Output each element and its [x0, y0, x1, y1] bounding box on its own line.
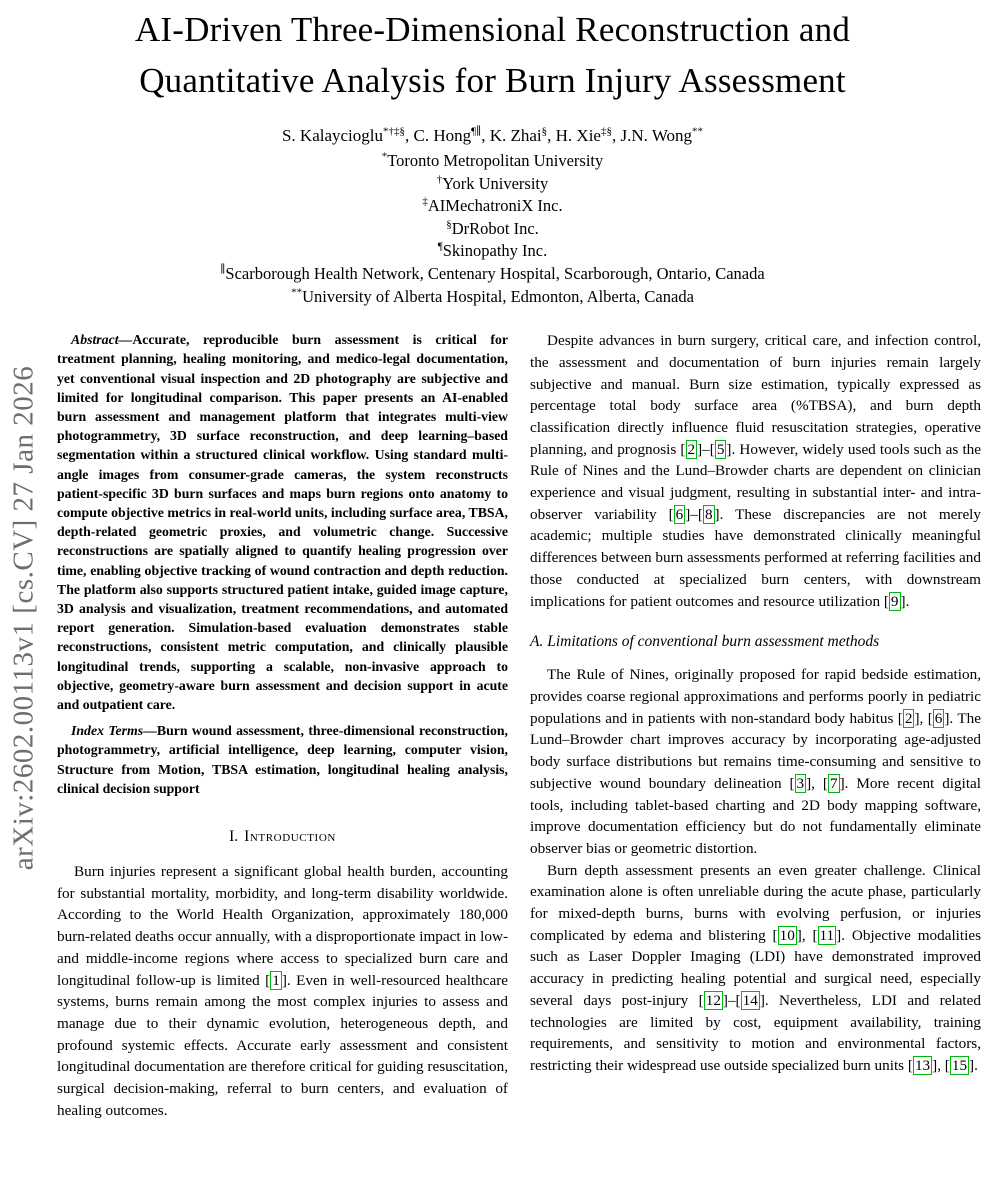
affiliation-marker: ‡ [422, 195, 428, 208]
paragraph-burn-documentation: Despite advances in burn surgery, critical care, and infection control, the assessment and documentation of burn injuries remain largely subjective and manual. Burn size estimation, typically expressed as percentage total body surface area (%TBSA), and burn depth classification directly influence fluid resuscitation strategies, operative planning, and prognosis [ 2 ]–[ 5 ]. However, widely used tools such as the Rule of Nines and the Lund–Browder charts are dependent on clinician experience and visual judgment, resulting in substantial inter- and intra-observer variability [ 6 ]–[ 8 ]. These discrepancies are not merely academic; multiple studies have demonstrated clinically meaningful differences between burn assessments performed at referring facilities and those conducted at specialized burn centers, with downstream implications for patient outcomes and resource utilization [ 9 ]. [530, 332, 982, 610]
affiliation-text: University of Alberta Hospital, Edmonton, Alberta, Canada [302, 286, 694, 306]
arxiv-watermark: arXiv:2602.00113v1 [cs.CV] 27 Jan 2026 [7, 365, 40, 871]
citation-link[interactable]: 8 [704, 505, 713, 523]
affiliation-text: AIMechatroniX Inc. [427, 196, 563, 216]
section-title: Introduction [244, 828, 336, 846]
subsection-label: A. [530, 633, 544, 651]
citation-link[interactable]: 9 [890, 592, 899, 610]
author-separator: , [611, 126, 621, 145]
citation-link[interactable]: 15 [951, 1056, 968, 1074]
author-affiliation-marker: ** [692, 125, 704, 138]
citation-link[interactable]: 14 [742, 991, 758, 1009]
author [282, 126, 414, 145]
affiliation-text: Scarborough Health Network, Centenary Hospital, Scarborough, Ontario, Canada [225, 263, 765, 283]
citation-link[interactable]: 3 [796, 774, 805, 792]
citation-link[interactable]: 11 [819, 926, 835, 944]
affiliation-marker: ** [291, 286, 303, 299]
paragraph-burn-depth: Burn depth assessment presents an even greater challenge. Clinical examination alone is often unreliable during the acute phase, particularly for mixed-depth burns, burns with evolving perfusion, or injuries complicated by edema and blistering [ 10 ], [ 11 ]. Objective modalities such as Laser Doppler Imaging (LDI) have demonstrated improved accuracy in predicting healing potential and surgical need, especially several days post-injury [ 12 ]–[ 14 ]. Nevertheless, LDI and related technologies are limited by cost, equipment availability, training requirements, and sensitivity to motion and environmental factors, restricting their widespread use outside specialized burn units [ 13 ], [ 15 ]. [530, 861, 981, 1074]
citation-link[interactable]: 13 [914, 1056, 931, 1074]
section-heading-introduction [57, 828, 508, 846]
section-number: I. [229, 828, 239, 846]
citation-link[interactable]: 6 [934, 709, 943, 727]
author [556, 126, 621, 145]
author-separator: , [547, 126, 556, 145]
title-line-2: Quantitative Analysis for Burn Injury Assessment [139, 61, 846, 100]
affiliation-text: York University [442, 173, 549, 193]
affiliation-line [0, 240, 985, 263]
citation-link[interactable]: 10 [779, 926, 795, 944]
affiliation-line [0, 286, 985, 309]
citation-link[interactable]: 6 [675, 505, 684, 523]
citation-link[interactable]: 1 [272, 971, 280, 989]
author-name: C. Hong [413, 126, 472, 145]
affiliation-marker: ∥ [220, 263, 226, 276]
author-line [0, 126, 985, 146]
affiliation-line [0, 263, 985, 286]
paragraph-rule-of-nines: The Rule of Nines, originally proposed for rapid bedside estimation, provides coarse regional approximations and performs poorly in pediatric populations and in patients with non-standard body habitus [ 2 ], [ 6 ]. The Lund–Browder chart improves accuracy by incorporating age-adjusted body surface distributions but remains time-consuming and sensitive to subjective wound boundary delineation [ 3 ], [ 7 ]. More recent digital tools, including tablet-based charting and 2D body mapping software, improve documentation efficiency but do not fundamentally eliminate observer bias or geometric distortion. [530, 666, 981, 857]
index-terms-paragraph [57, 721, 508, 798]
two-column-body [0, 330, 985, 1121]
affiliation-marker: ¶ [437, 240, 443, 253]
author-separator: , [481, 126, 490, 145]
subsection-title: Limitations of conventional burn assessment methods [547, 633, 880, 651]
author [620, 126, 703, 145]
subsection-heading-limitations [530, 633, 981, 651]
citation-link[interactable]: 7 [829, 774, 838, 792]
right-column [530, 330, 981, 1121]
affiliation-marker: † [436, 173, 443, 186]
affiliation-line [0, 150, 985, 173]
abstract-text: Accurate, reproducible burn assessment is critical for treatment planning, healing monitoring, and medico-legal documentation, yet conventional visual inspection and 2D photography are subjective and limited for longitudinal comparison. This paper presents an AI-enabled burn assessment and management platform that integrates multi-view photogrammetry, 3D surface reconstruction, and deep learning–based segmentation within a structured clinical workflow. Using standard multi-angle images from consumer-grade cameras, the system reconstructs patient-specific 3D burn surfaces and maps burn regions onto anatomy to compute objective metrics in real-world units, including surface area, TBSA, depth-related geometric proxies, and volumetric change. Successive reconstructions are spatially aligned to quantify healing progression over time, enabling objective tracking of wound contraction and depth reduction. The platform also supports structured patient intake, guided image capture, 3D analysis and visualization, treatment recommendations, and automated report generation. Simulation-based evaluation demonstrates stable reconstructions, consistent metric computation, and clinically plausible longitudinal trends, supporting a scalable, non-invasive approach to objective, geometry-aware burn assessment and decision support in acute and outpatient care. [57, 332, 508, 713]
affiliation-marker: § [446, 218, 452, 231]
author-name: S. Kalaycioglu [281, 126, 384, 145]
author-name: K. Zhai [489, 126, 542, 145]
affiliation-line [0, 218, 985, 241]
abstract-paragraph [57, 330, 508, 714]
author-name: J.N. Wong [620, 126, 693, 145]
author-affiliation-marker: § [541, 125, 548, 138]
affiliation-line [0, 173, 985, 196]
left-column [57, 330, 508, 1121]
citation-link[interactable]: 5 [716, 440, 725, 458]
affiliation-text: Skinopathy Inc. [442, 241, 548, 261]
citation-link[interactable]: 12 [705, 991, 721, 1009]
affiliation-text: Toronto Metropolitan University [387, 151, 604, 170]
author-affiliation-marker: ‡§ [600, 125, 612, 138]
index-terms-label: Index Terms— [71, 723, 157, 739]
affiliations [0, 150, 985, 308]
paper-title [0, 4, 985, 106]
author-affiliation-marker: ¶∥ [471, 125, 482, 138]
abstract-label: Abstract— [71, 332, 133, 348]
author [414, 126, 490, 145]
affiliation-text: DrRobot Inc. [451, 218, 539, 238]
citation-link[interactable]: 2 [904, 709, 913, 727]
index-terms-text: Burn wound assessment, three-dimensional reconstruction, photogrammetry, artificial intelligence, deep learning, computer vision, Structure from Motion, TBSA estimation, longitudinal healing analysis, clinical decision support [57, 723, 508, 796]
author-name: H. Xie [555, 126, 601, 145]
author-affiliation-marker: *†‡§ [383, 125, 406, 138]
title-line-1: AI-Driven Three-Dimensional Reconstruction and [134, 10, 851, 49]
author-separator: , [405, 126, 414, 145]
author [490, 126, 556, 145]
affiliation-marker: * [381, 150, 388, 163]
introduction-paragraph: Burn injuries represent a significant global health burden, accounting for substantial mortality, morbidity, and long-term disability worldwide. According to the World Health Organization, approximately 180,000 burn-related deaths occur annually, with a disproportionate impact in low- and middle-income regions where access to specialized burn care and longitudinal follow-up is limited [ 1 ]. Even in well-resourced healthcare systems, burns remain among the most complex injuries to assess and manage due to their dynamic evolution, heterogeneous depth, and profound systemic effects. Accurate early assessment and consistent longitudinal documentation are therefore critical for guiding resuscitation, surgical decision-making, referral to burn centers, and evaluation of healing outcomes. [57, 863, 509, 1119]
citation-link[interactable]: 2 [687, 440, 696, 458]
paper-header [0, 0, 985, 308]
affiliation-line [0, 195, 985, 218]
